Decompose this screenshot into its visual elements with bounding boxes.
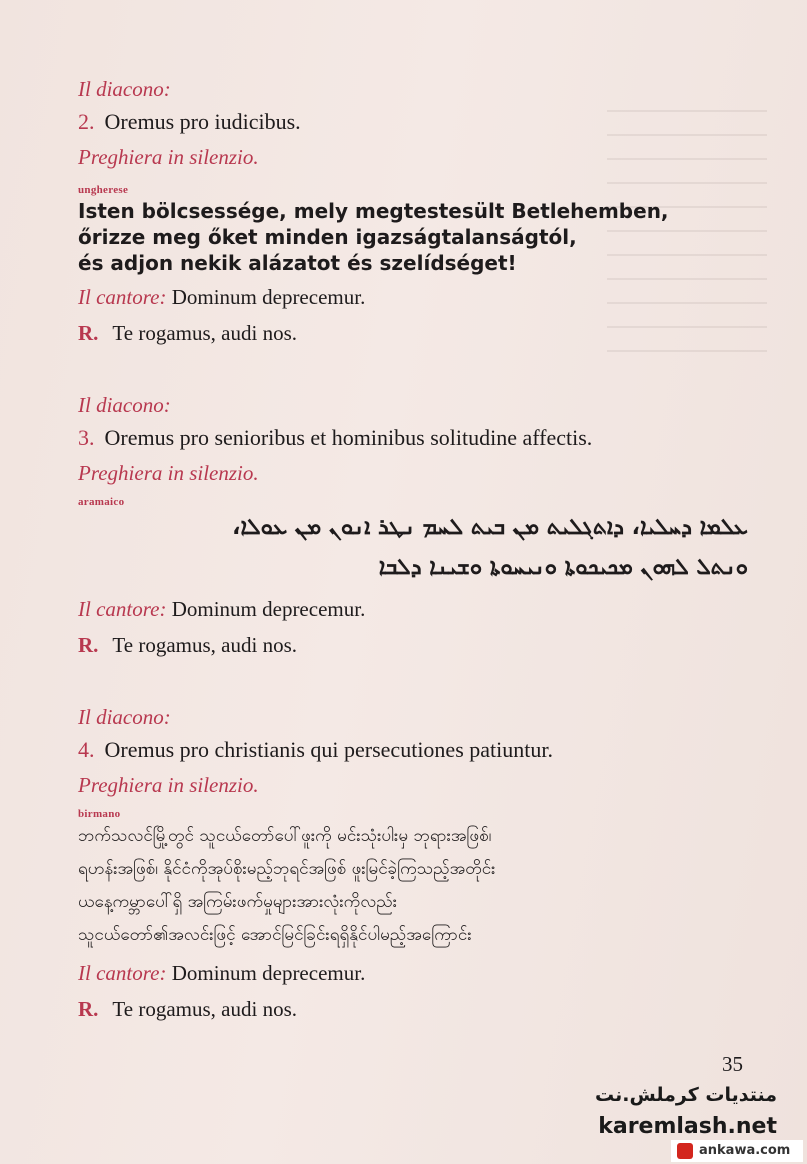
translation-line: és adjon nekik alázatot és szelídséget! — [78, 251, 517, 275]
watermark-site: karemlash.net — [598, 1114, 777, 1139]
cantor-text: Dominum deprecemur. — [171, 961, 366, 985]
prayer-line — [78, 424, 778, 452]
role-deacon: Il diacono: — [78, 393, 171, 417]
cantor-label: Il cantore: — [78, 961, 167, 985]
intercession-3 — [78, 392, 778, 658]
response-symbol: R. — [78, 321, 99, 345]
prayer-translation — [78, 820, 778, 952]
response-symbol: R. — [78, 633, 99, 657]
translation-line: ܥܠܡܐ ܕܚܠܝܐ، ܕܐܬܓܠܝܬ ܡܢ ܒܝܬ ܠܚܡ ܢܛܪ ܐܢܘܢ ܡܢ ܥܘܠܐ، — [232, 515, 748, 540]
response-symbol: R. — [78, 997, 99, 1021]
prayer-text: Oremus pro iudicibus. — [104, 109, 301, 134]
prayer-number: 4. — [78, 737, 95, 762]
response-text: Te rogamus, audi nos. — [112, 997, 298, 1021]
prayer-number: 3. — [78, 425, 95, 450]
cantor-line — [78, 960, 778, 986]
language-label: aramaico — [78, 496, 125, 508]
role-deacon: Il diacono: — [78, 705, 171, 729]
translation-line: ရဟန်းအဖြစ်၊ နိုင်ငံကိုအုပ်စိုးမည့်ဘုရင်အဖြစ် ဖူးမြင်ခဲ့ကြသည့်အတိုင်း — [78, 859, 496, 879]
prayer-text: Oremus pro christianis qui persecutiones patiuntur. — [104, 737, 553, 762]
prayer-translation — [78, 198, 778, 276]
translation-line: သူငယ်တော်၏အလင်းဖြင့် အောင်မြင်ခြင်းရရှိနိုင်ပါမည့်အကြောင်း — [78, 925, 472, 945]
translation-line: ܘܢܬܠ ܠܗܘܢ ܡܟܝܟܘܬܐ ܘܢܝܚܘܬܐ ܘܫܝܢܐ ܕܠܒܐ — [378, 555, 748, 580]
response-text: Te rogamus, audi nos. — [112, 633, 298, 657]
response-text: Te rogamus, audi nos. — [112, 321, 298, 345]
watermark-arabic: منتديات كرملش.نت — [595, 1084, 777, 1106]
ankawa-text: ankawa.com — [699, 1143, 791, 1158]
prayer-text: Oremus pro senioribus et hominibus solitudine affectis. — [104, 425, 593, 450]
prayer-number: 2. — [78, 109, 95, 134]
prayer-line — [78, 108, 778, 136]
translation-line: őrizze meg őket minden igazságtalanságtól, — [78, 225, 577, 249]
cantor-text: Dominum deprecemur. — [171, 285, 366, 309]
silence-note: Preghiera in silenzio. — [78, 145, 259, 169]
prayer-translation — [78, 508, 748, 588]
intercession-4 — [78, 704, 778, 1022]
response-line — [78, 996, 778, 1022]
language-label: ungherese — [78, 184, 129, 196]
response-line — [78, 632, 778, 658]
prayer-line — [78, 736, 778, 764]
cantor-line — [78, 596, 778, 622]
cantor-label: Il cantore: — [78, 285, 167, 309]
cantor-text: Dominum deprecemur. — [171, 597, 366, 621]
cantor-label: Il cantore: — [78, 597, 167, 621]
ankawa-logo-icon — [677, 1143, 693, 1159]
translation-line: Isten bölcsessége, mely megtestesült Betlehemben, — [78, 199, 669, 223]
language-label: birmano — [78, 808, 121, 820]
silence-note: Preghiera in silenzio. — [78, 773, 259, 797]
translation-line: ဘက်သလင်မြို့တွင် သူငယ်တော်ပေါ်ဖူးကို မင်းသုံးပါးမှ ဘုရားအဖြစ်၊ — [78, 826, 492, 846]
response-line — [78, 320, 778, 346]
silence-note: Preghiera in silenzio. — [78, 461, 259, 485]
role-deacon: Il diacono: — [78, 77, 171, 101]
intercession-2 — [78, 76, 778, 346]
page-number: 35 — [722, 1052, 743, 1076]
translation-line: ယနေ့ကမ္ဘာပေါ်ရှိ အကြမ်းဖက်မှုများအားလုံးကိုလည်း — [78, 892, 398, 912]
cantor-line — [78, 284, 778, 310]
ankawa-badge — [671, 1140, 803, 1162]
